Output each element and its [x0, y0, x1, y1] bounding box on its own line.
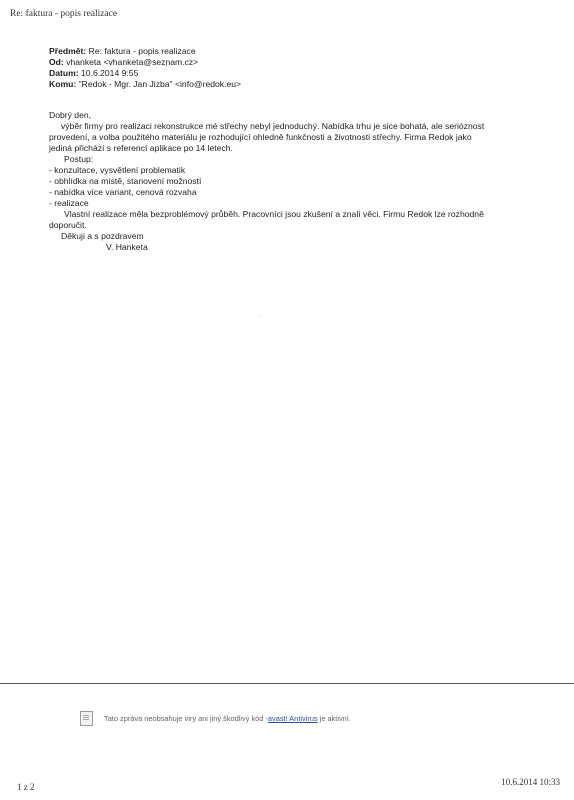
- email-body: [49, 110, 549, 253]
- to-row: [49, 79, 241, 90]
- body-text-line: výběr firmy pro realizaci rekonstrukce mé střechy nebyl jednoduchý. Nabídka trhu je sice bohatá, ale serióznost: [61, 121, 485, 131]
- email-headers: [49, 46, 241, 90]
- antivirus-note: [80, 711, 351, 726]
- step-item: - konzultace, vysvětlení problematik: [49, 165, 186, 175]
- scan-speck: [259, 315, 260, 316]
- date-label: Datum:: [49, 68, 79, 78]
- step-item: - realizace: [49, 198, 89, 208]
- closing-line: Děkuji a s pozdravem: [61, 231, 144, 241]
- document-icon: [80, 711, 93, 726]
- from-value: vhanketa <vhanketa@seznam.cz>: [66, 57, 199, 67]
- signature-name: V. Hanketa: [106, 242, 148, 252]
- antivirus-text-before: Tato zpráva neobsahuje viry ani jiný škodlivý kód -: [104, 714, 268, 723]
- antivirus-link[interactable]: avast! Antivirus: [267, 714, 318, 723]
- subject-value: Re: faktura - popis realizace: [88, 46, 196, 56]
- to-value: "Redok - Mgr. Jan Jizba" <info@redok.eu>: [78, 79, 242, 89]
- from-label: Od:: [49, 57, 64, 67]
- date-row: [49, 68, 241, 79]
- body-text-line: doporučit.: [49, 220, 87, 230]
- body-text-line: jediná přichází s referencí aplikace po 14 letech.: [49, 143, 233, 153]
- print-header-title: Re: faktura - popis realizace: [10, 9, 118, 19]
- greeting: Dobrý den,: [49, 110, 92, 120]
- page-number: 1 z 2: [17, 782, 35, 792]
- postup-heading: Postup:: [64, 154, 94, 164]
- from-row: [49, 57, 241, 68]
- step-item: - nabídka více variant, cenová rozvaha: [49, 187, 197, 197]
- subject-row: [49, 46, 241, 57]
- antivirus-text-after: je aktivní.: [317, 714, 351, 723]
- date-value: 10.6.2014 9:55: [81, 68, 139, 78]
- body-text-line: Vlastní realizace měla bezproblémový průběh. Pracovníci jsou zkušení a znalí věci. Firmu Redok lze rozhodně: [64, 209, 484, 219]
- step-item: - obhlídka na místě, stanovení možností: [49, 176, 202, 186]
- subject-label: Předmět:: [49, 46, 87, 56]
- footer-divider: [0, 683, 574, 684]
- to-label: Komu:: [49, 79, 77, 89]
- print-date: 10.6.2014 10:33: [501, 777, 560, 787]
- body-text-line: provedení, a volba použitého materiálu je rozhodující ohledně funkčnosti a životnosti střechy. Firma Redok jako: [49, 132, 472, 142]
- antivirus-text: [104, 714, 351, 723]
